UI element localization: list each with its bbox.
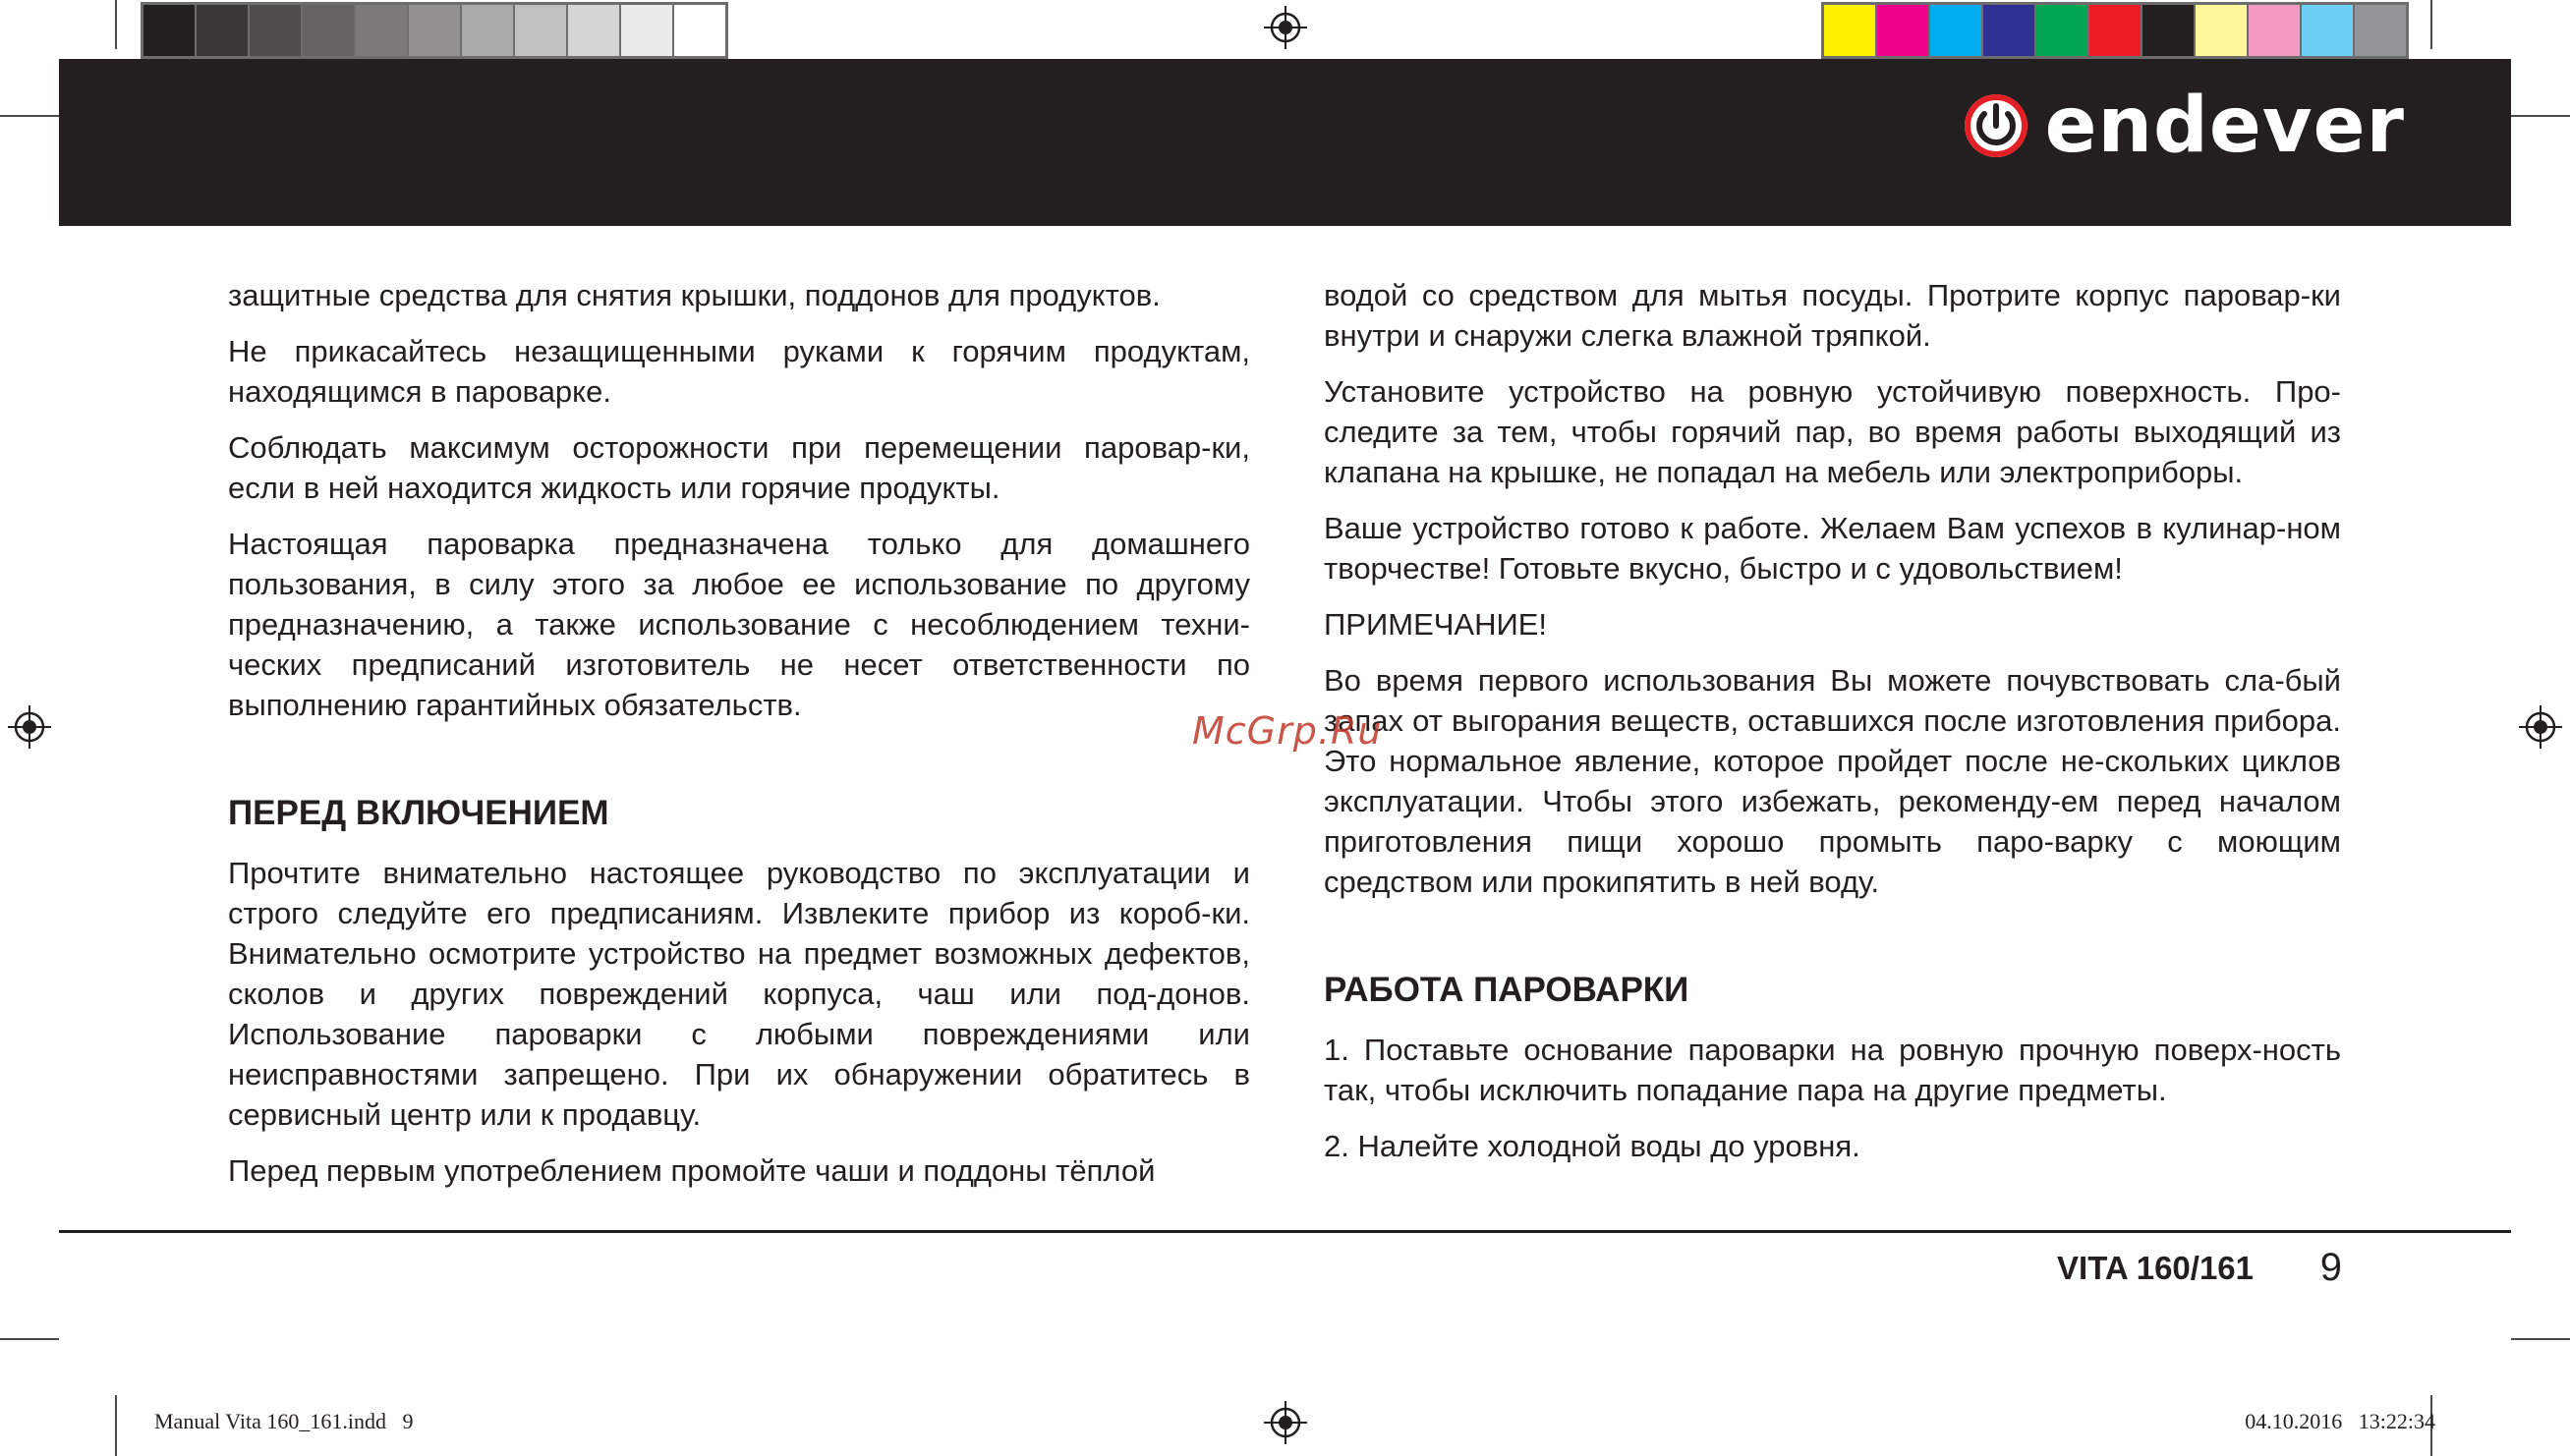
color-swatch [2249, 5, 2302, 56]
brand-logo [1961, 77, 2405, 175]
paragraph: Во время первого использования Вы можете почувствовать сла-бый запах от выгорания веществ, оставшихся после изготовления прибора. Это нормальное явление, которое пройдет после не-скольких циклов эксплуатации. Чтобы этого избежать, рекоменду-ем перед началом приготовления пищи хорошо промыть паро-варку с моющим средством или прокипятить в ней воду. [1324, 663, 2341, 899]
paragraph: Перед первым употреблением промойте чаши и поддоны тёплой [228, 1153, 1156, 1188]
paragraph: 1. Поставьте основание пароварки на ровную прочную поверх-ность так, чтобы исключить попадание пара на другие предметы. [1324, 1033, 2341, 1107]
grayscale-color-bar [141, 2, 728, 59]
crop-mark [2511, 1338, 2570, 1340]
color-swatch [143, 5, 197, 56]
note-label: ПРИМЕЧАНИЕ! [1324, 607, 1548, 642]
color-swatch [1930, 5, 1983, 56]
brand-name: endever [2044, 82, 2405, 170]
right-text-column [1324, 275, 2341, 1182]
slug-timestamp: 04.10.2016 13:22:34 [2245, 1409, 2435, 1433]
color-swatch [197, 5, 250, 56]
color-swatch [356, 5, 409, 56]
section-heading: ПЕРЕД ВКЛЮЧЕНИЕМ [228, 794, 609, 832]
paragraph: 2. Налейте холодной воды до уровня. [1324, 1129, 1860, 1163]
color-swatch [303, 5, 356, 56]
registration-mark-icon [1264, 1401, 1307, 1444]
registration-mark-icon [1264, 6, 1307, 49]
power-icon [1961, 90, 2031, 161]
color-swatch [674, 5, 725, 56]
paragraph: Ваше устройство готово к работе. Желаем Вам успехов в кулинар-ном творчестве! Готовьте вкусно, быстро и с удовольствием! [1324, 511, 2341, 586]
color-swatch [2142, 5, 2196, 56]
crop-mark [0, 1338, 59, 1340]
slug-file-name: Manual Vita 160_161.indd 9 [154, 1409, 414, 1433]
color-swatch [515, 5, 568, 56]
registration-mark-icon [2519, 705, 2562, 749]
crop-mark [0, 115, 59, 117]
crop-mark [115, 0, 117, 49]
paragraph: Прочтите внимательно настоящее руководство по эксплуатации и строго следуйте его предписаниям. Извлеките прибор из короб-ки. Внимательно осмотрите устройство на предмет возможных дефектов, сколов и других повреждений корпуса, чаш или под-донов. Использование пароварки с любыми повреждениями или неисправностями запрещено. При их обнаружении обратитесь в сервисный центр или к продавцу. [228, 856, 1250, 1132]
registration-mark-icon [8, 705, 51, 749]
color-swatch [409, 5, 462, 56]
crop-mark [2430, 0, 2432, 49]
color-swatch [1877, 5, 1930, 56]
color-swatch [250, 5, 303, 56]
color-swatch [2196, 5, 2249, 56]
section-heading: РАБОТА ПАРОВАРКИ [1324, 971, 1689, 1009]
page-number: 9 [2319, 1246, 2342, 1289]
crop-mark [2511, 115, 2570, 117]
process-color-bar [1821, 2, 2409, 59]
paragraph: Установите устройство на ровную устойчивую поверхность. Про-следите за тем, чтобы горячий пар, во время работы выходящий из клапана на крышке, не попадал на мебель или электроприборы. [1324, 374, 2341, 489]
paragraph: Настоящая пароварка предназначена только для домашнего пользования, в силу этого за любое ее использование по другому предназначению, а также использование с несоблюдением техни-ческих предписаний изготовитель не несет ответственности по выполнению гарантийных обязательств. [228, 527, 1250, 722]
left-text-column [228, 275, 1250, 1206]
color-swatch [1983, 5, 2036, 56]
paragraph: Соблюдать максимум осторожности при перемещении паровар-ки, если в ней находится жидкость или горячие продукты. [228, 430, 1250, 505]
paragraph: водой со средством для мытья посуды. Протрите корпус паровар-ки внутри и снаружи слегка влажной тряпкой. [1324, 278, 2341, 353]
paragraph: защитные средства для снятия крышки, поддонов для продуктов. [228, 278, 1161, 312]
paragraph: Не прикасайтесь незащищенными руками к горячим продуктам, находящимся в пароварке. [228, 334, 1250, 409]
color-swatch [2036, 5, 2089, 56]
footer-rule [59, 1230, 2511, 1233]
color-swatch [2302, 5, 2355, 56]
color-swatch [568, 5, 621, 56]
crop-mark [115, 1395, 117, 1456]
color-swatch [2089, 5, 2142, 56]
color-swatch [2355, 5, 2406, 56]
watermark: McGrp.Ru [1192, 709, 1383, 753]
model-label: VITA 160/161 [2057, 1250, 2254, 1286]
color-swatch [462, 5, 515, 56]
color-swatch [1824, 5, 1877, 56]
color-swatch [621, 5, 674, 56]
